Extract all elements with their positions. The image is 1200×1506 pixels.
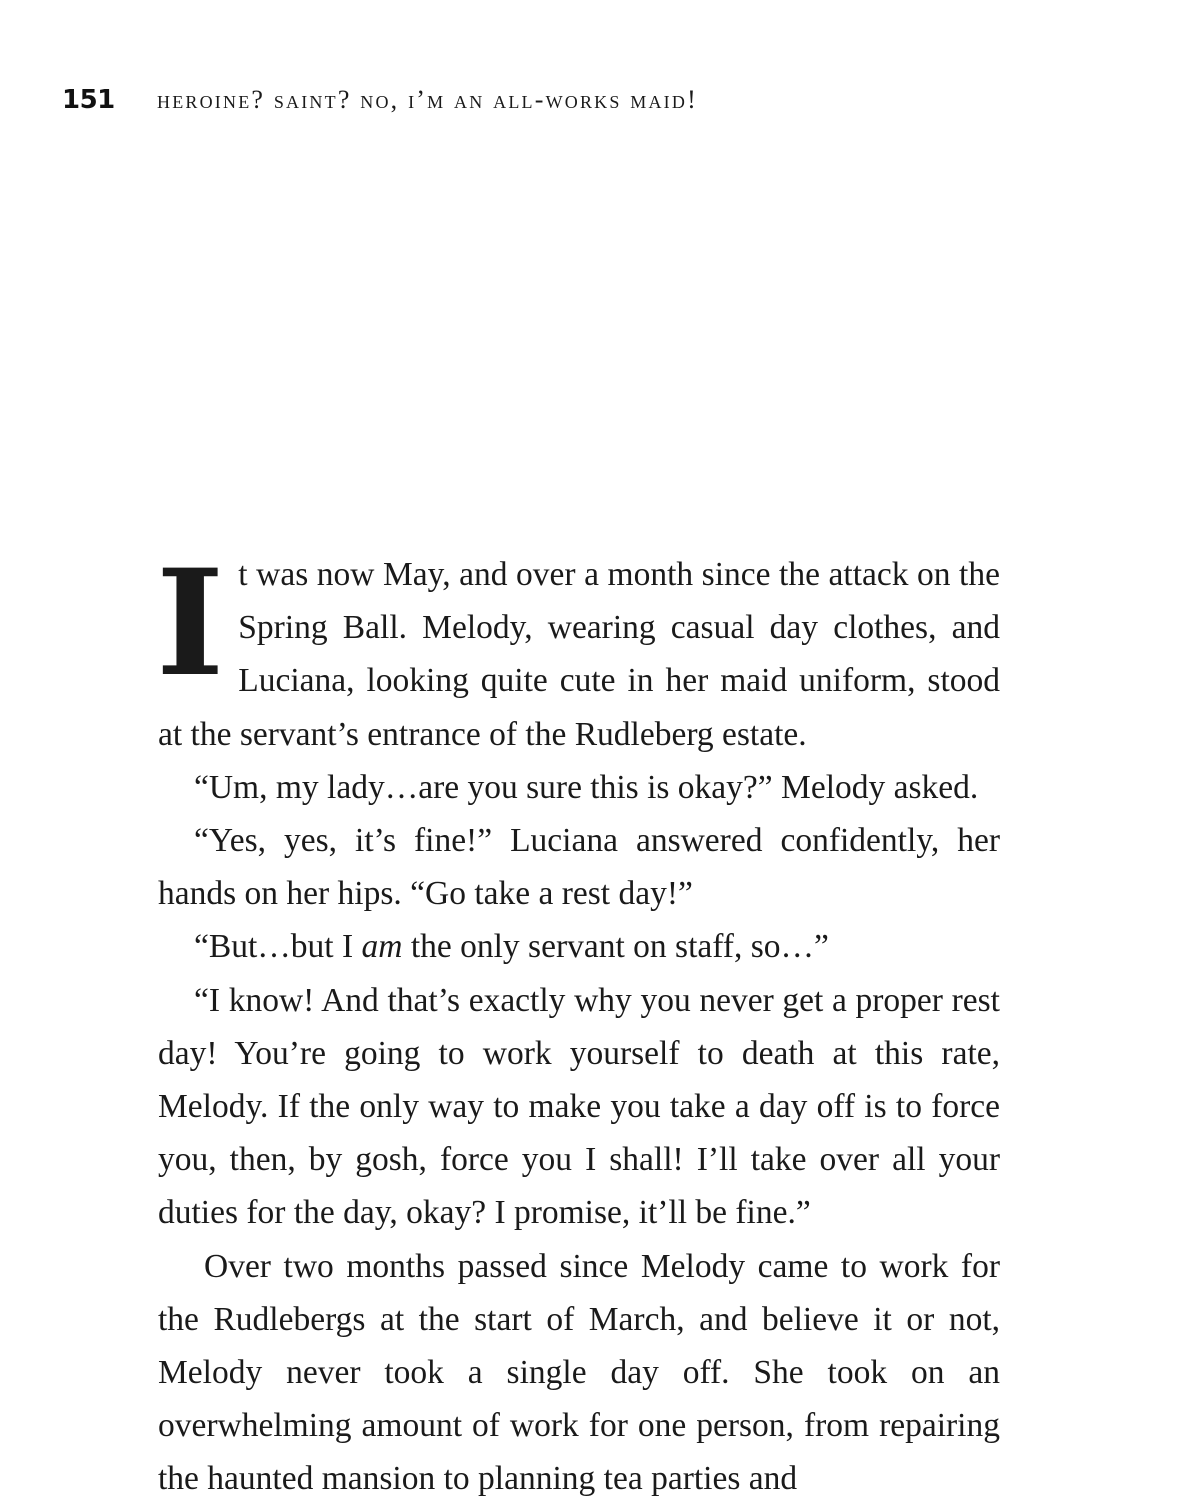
emphasis-am: am bbox=[361, 928, 403, 966]
paragraph-luciana-insist: “I know! And that’s exactly why you never get a proper rest day! You’re going to work yourself to death at this rate, Melody. If the only way to make you take a day off is to force you, then, by gosh, force you I shall! I’ll take over all your duties for the day, okay? I promise, it’ll be fine.” bbox=[158, 981, 1000, 1232]
protest-after: the only servant on staff, so…” bbox=[402, 928, 829, 966]
paragraph-opening bbox=[156, 538, 1000, 761]
protest-before: “But…but I bbox=[194, 928, 362, 966]
paragraph-luciana-answer: “Yes, yes, it’s fine!” Luciana answered confidently, her hands on her hips. “Go take a rest day!” bbox=[158, 822, 1000, 913]
drop-cap: I bbox=[156, 538, 225, 709]
page-number: 151 bbox=[62, 85, 115, 115]
paragraph-narration: Over two months passed since Melody came to work for the Rudlebergs at the start of March, and believe it or not, Melody never took a single day off. She took on an overwhelming amount of work for one person, from repairing the haunted mansion to planning tea parties and bbox=[158, 1247, 1000, 1498]
paragraph-melody-protest bbox=[158, 920, 1000, 973]
running-header bbox=[62, 80, 698, 120]
chapter-body bbox=[156, 538, 1000, 1506]
paragraph-melody-question: “Um, my lady…are you sure this is okay?” Melody asked. bbox=[194, 768, 979, 806]
opening-text: t was now May, and over a month since the attack on the Spring Ball. Melody, wearing casual day clothes, and Luciana, looking quite cute in her maid uniform, stood at the servant’s entrance of the Rudleberg estate. bbox=[158, 556, 1000, 753]
running-title: heroine? saint? no, i’m an all-works maid! bbox=[157, 85, 698, 114]
